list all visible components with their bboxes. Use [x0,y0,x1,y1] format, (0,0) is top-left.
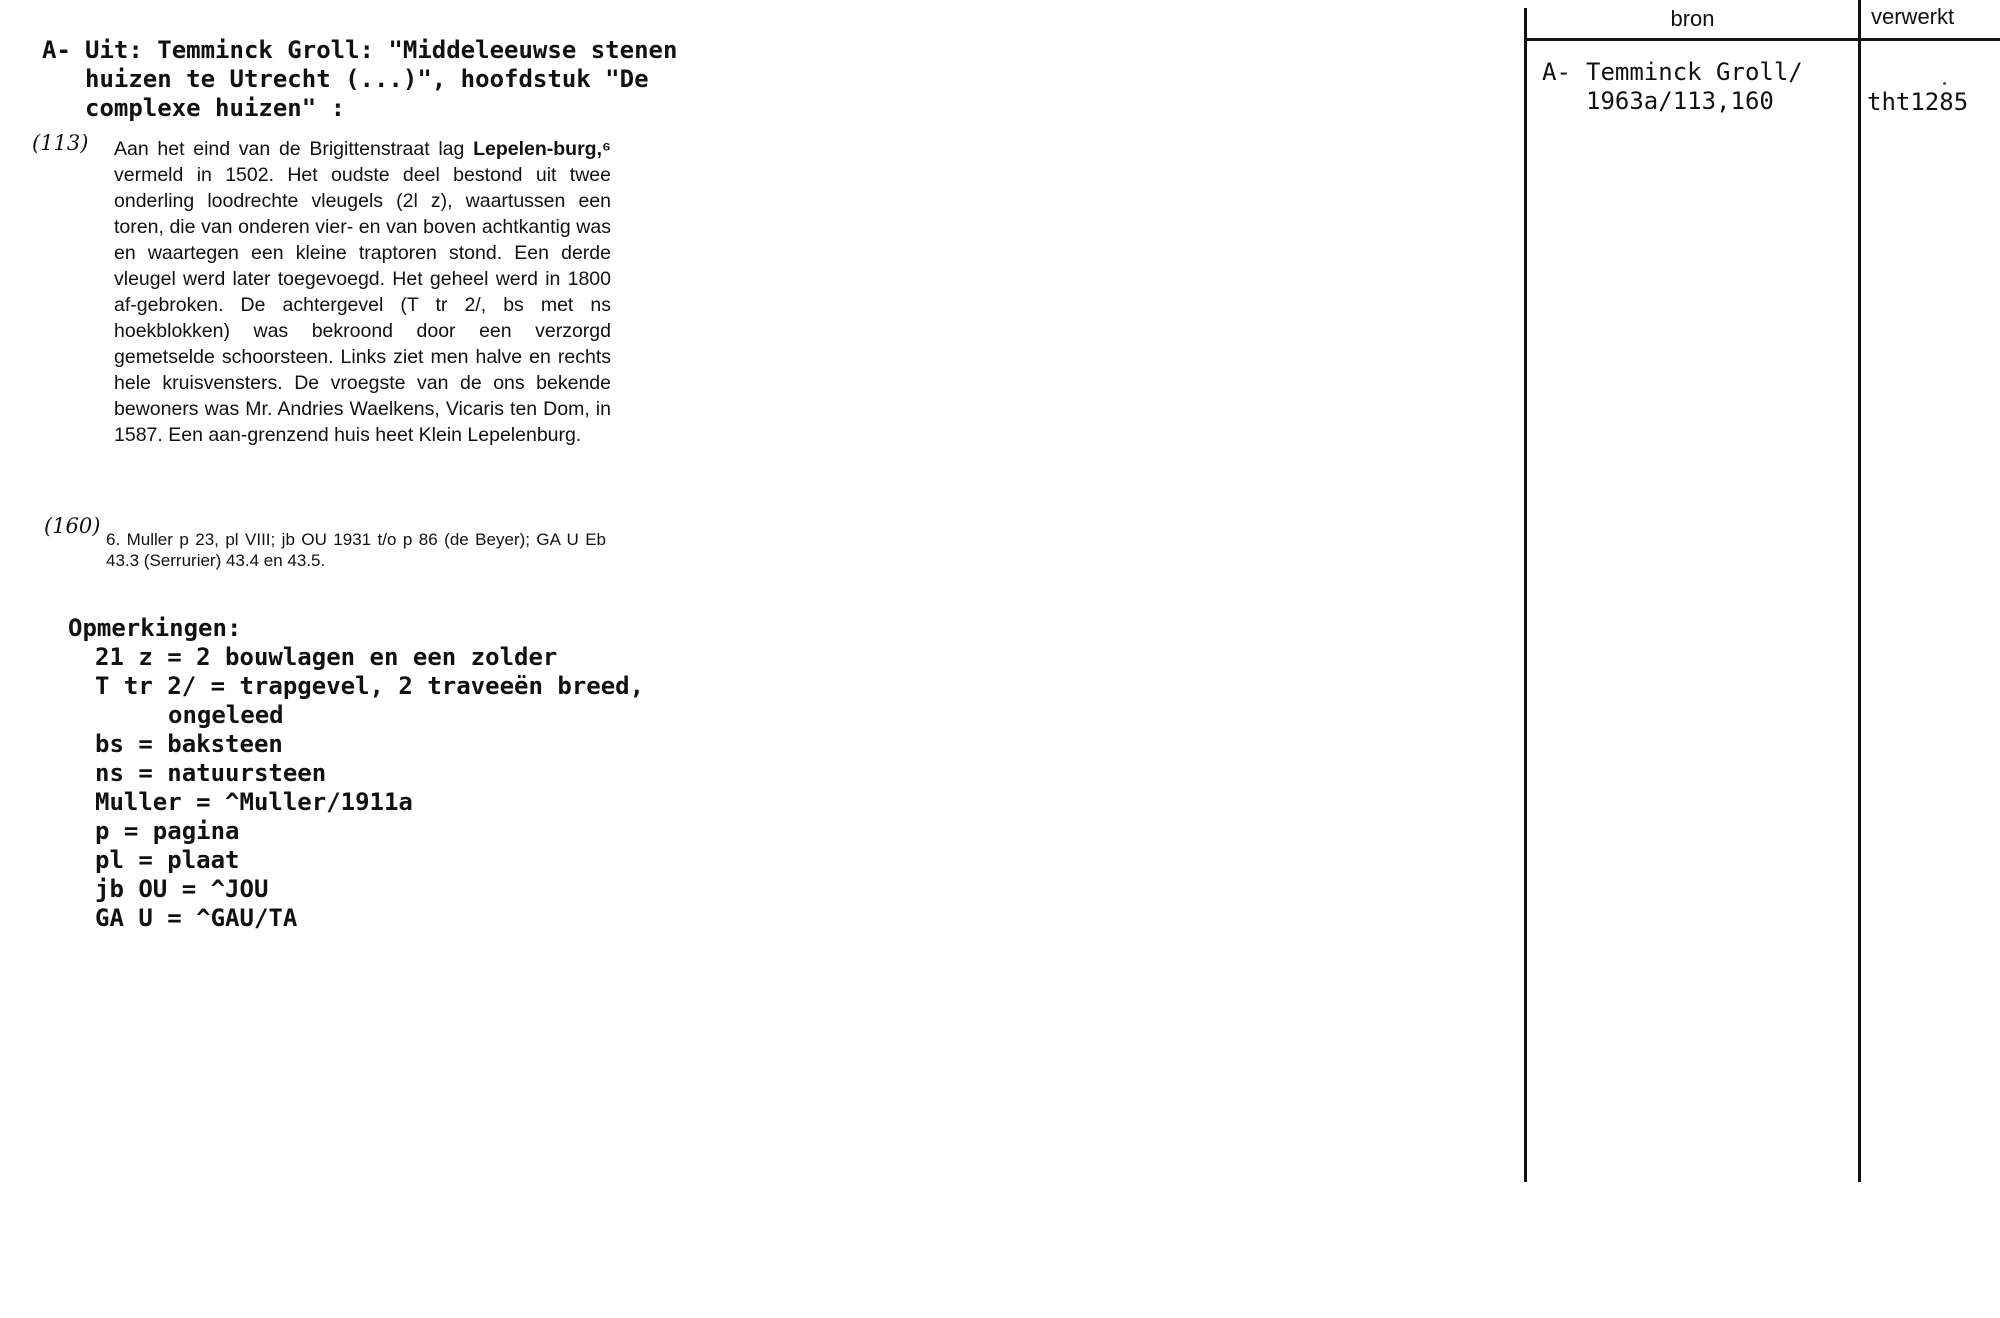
heading-line-2: huizen te Utrecht (...)", hoofdstuk "De [85,65,649,93]
heading-label: A- [42,36,71,64]
quoted-paragraph-text [114,136,611,448]
scan-speck [1943,82,1946,85]
quote-bold-name: Lepelen-burg, [473,138,603,160]
table-divider-middle [1858,0,1861,1182]
heading-line-3: complexe huizen" : [85,94,346,122]
column-header-bron: bron [1670,6,1715,31]
source-line-2: 1963a/113,160 [1586,87,1774,115]
remark-item: T tr 2/ = trapgevel, 2 traveeën breed, [95,672,645,700]
quote-text-start: Aan het eind van de Brigittenstraat lag [114,138,474,160]
heading-line-1: Uit: Temminck Groll: "Middeleeuwse stenen [85,36,678,64]
heading-row-2 [42,65,702,94]
quoted-paragraph [114,136,611,448]
source-row-1 [1542,58,1852,87]
footnote-marker: ⁶ [602,138,611,160]
remarks-section [68,614,718,933]
heading-row-3 [42,94,702,123]
heading-row-1 [42,36,702,65]
remark-item: p = pagina [95,817,240,845]
margin-note-page-113: (113) [32,131,89,155]
remark-item: jb OU = ^JOU [95,875,269,903]
footnote-text: 6. Muller p 23, pl VIII; jb OU 1931 t/o p 86 (de Beyer); GA U Eb 43.3 (Serrurier) 43.4 en 43.5. [106,530,606,570]
margin-note-page-160: (160) [44,514,101,538]
table-header-rule [1524,38,2000,41]
source-line-1: Temminck Groll/ [1586,58,1803,86]
table-divider-left [1524,8,1527,1182]
source-row-2 [1542,87,1852,116]
remark-item: Muller = ^Muller/1911a [95,788,413,816]
remarks-title: Opmerkingen: [68,614,242,642]
remark-item: 21 z = 2 bouwlagen en een zolder [95,643,558,671]
quote-text-rest: vermeld in 1502. Het oudste deel bestond uit twee onderling loodrechte vleugels (2l z), waartussen een toren, die van onderen vier- en van boven achtkantig was en waartegen een kleine traptoren stond. Een derde vleugel werd later toegevoegd. Het geheel werd in 1800 af-gebroken. De achtergevel (T tr 2/, bs met ns hoekblokken) was bekroond door een verzorgd gemetselde schoorsteen. Links ziet men halve en rechts hele kruisvensters. De vroegste van de ons bekende bewoners was Mr. Andries Waelkens, Vicaris ten Dom, in 1587. Een aan-grenzend huis heet Klein Lepelenburg. [114,164,611,446]
table-source-cell [1542,58,1852,116]
footnote [106,529,606,571]
source-heading [42,36,702,123]
remark-item-continuation: ongeleed [168,701,284,729]
remark-item: pl = plaat [95,846,240,874]
remarks-list [95,643,718,933]
source-label: A- [1542,58,1571,86]
remark-item: ns = natuursteen [95,759,327,787]
column-header-verwerkt: verwerkt [1871,4,1955,29]
remark-item: bs = baksteen [95,730,283,758]
table-verwerkt-cell: tht1285 [1867,88,1969,116]
remark-item: GA U = ^GAU/TA [95,904,298,932]
